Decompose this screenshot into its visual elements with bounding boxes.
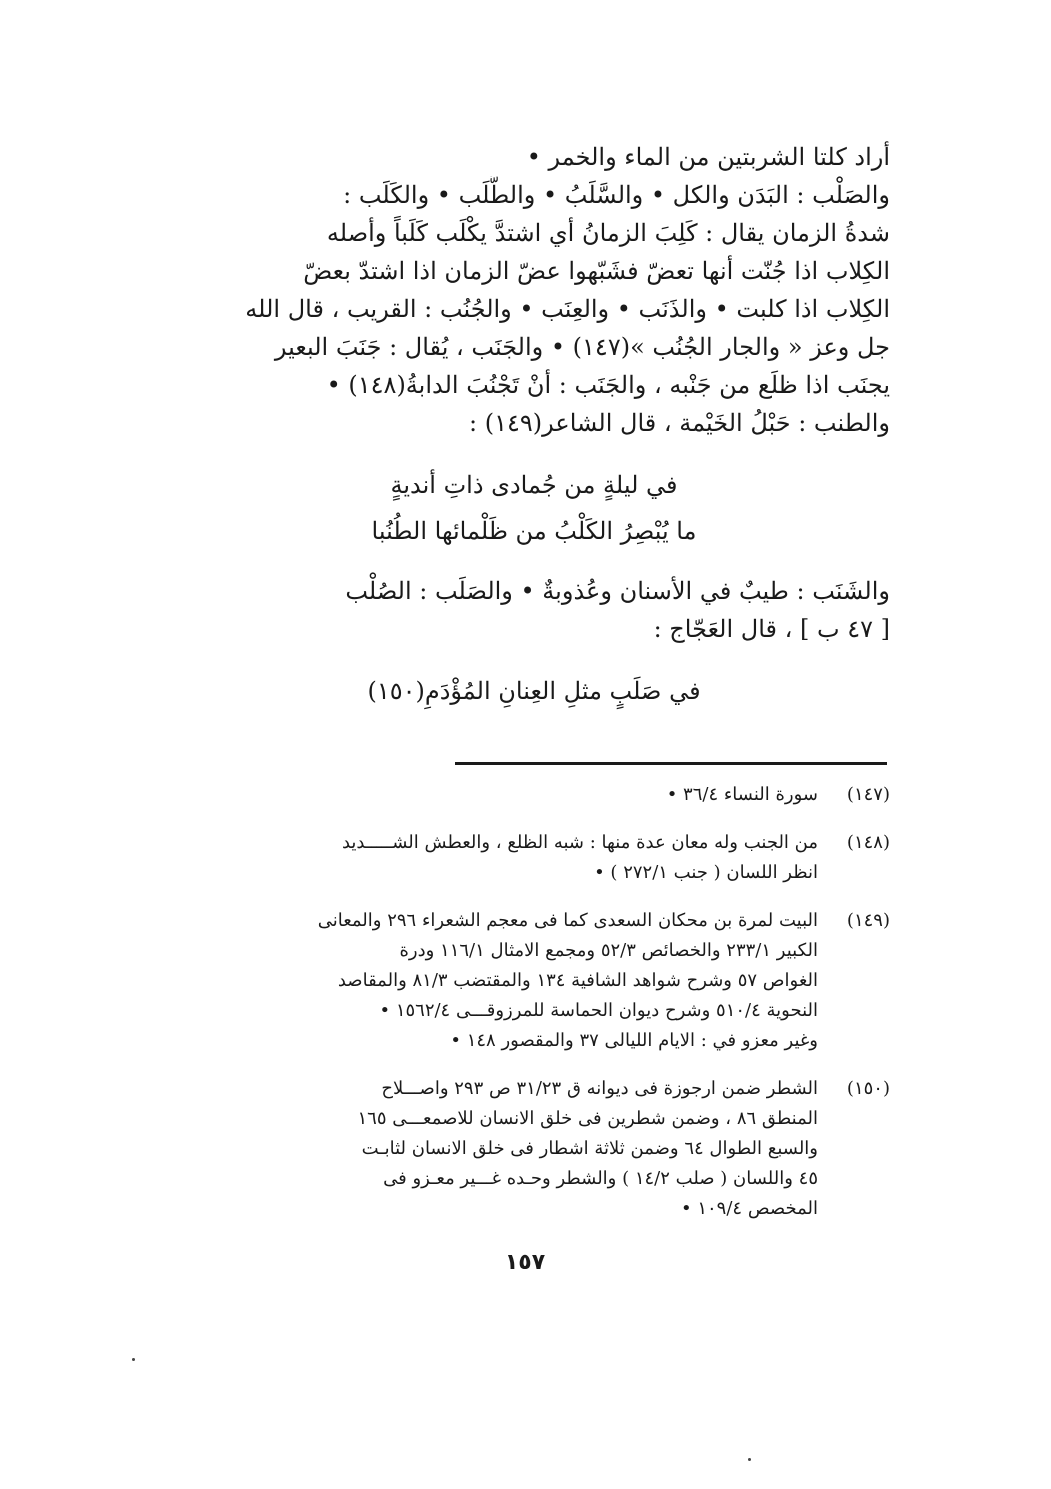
main-line: والصَلْب : البَدَن والكل • والسَّلَبُ • والطَّلَب • والكَلَب : (343, 181, 890, 209)
main-line: يجنَب اذا ظلَع من جَنْبه ، والجَنَب : أنْ تَجْنُبَ الدابةُ(١٤٨) • (326, 371, 890, 399)
main-line: والشَنَب : طيبٌ في الأسنان وعُذوبةٌ • والصَلَب : الصُلْب (345, 577, 890, 605)
footnote-149 (178, 906, 890, 1056)
footnote-number: (١٤٨) (846, 832, 890, 853)
footnote-number: (١٥٠) (846, 1078, 890, 1099)
footnote-line: المخصص ١٠٩/٤ • (681, 1198, 818, 1219)
page-number: ١٥٧ (504, 1250, 546, 1275)
verse-line: في ليلةٍ من جُمادى ذاتِ أنديةٍ (390, 471, 678, 499)
footnote-body (178, 828, 818, 888)
footnote-line: البيت لمرة بن محكان السعدى كما فى معجم الشعراء ٢٩٦ والمعانى (317, 910, 818, 931)
footnote-line: من الجنب وله معان عدة منها : شبه الظلع ، والعطش الشـــــديد (341, 832, 818, 853)
footnote-line: الغواص ٥٧ وشرح شواهد الشافية ١٣٤ والمقتضب ٨١/٣ والمقاصد (337, 970, 818, 991)
footnote-148 (178, 828, 890, 888)
footnote-line: ٤٥ واللسان ( صلب ١٤/٢ ) والشطر وحـده غـــير معـزو فى (383, 1168, 818, 1189)
footnote-body (178, 1074, 818, 1224)
footnote-line: الشطر ضمن ارجوزة فى ديوانه ق ٣١/٢٣ ص ٢٩٣ واصـــلاح (381, 1078, 818, 1099)
footnote-line: النحوية ٥١٠/٤ وشرح ديوان الحماسة للمرزوقـــى ١٥٦٢/٤ • (379, 1000, 818, 1021)
footnote-separator (455, 762, 887, 765)
footnote-number: (١٤٩) (846, 910, 890, 931)
main-line: شدةُ الزمان يقال : كَلِبَ الزمانُ أي اشتدَّ يكْلَب كَلَباً وأصله (326, 219, 890, 247)
footnote-line: انظر اللسان ( جنب ٢٧٢/١ ) • (594, 862, 818, 883)
main-line: الكِلاب اذا كلبت • والذَنَب • والعِنَب • والجُنُب : القريب ، قال الله (245, 295, 890, 323)
rajaz-verse: في صَلَبٍ مثلِ العِنانِ المُؤْدَمِ(١٥٠) (367, 677, 701, 705)
main-line: والطنب : حَبْلُ الخَيْمة ، قال الشاعر(١٤٩) : (469, 409, 890, 437)
footnote-line: والسبع الطوال ٦٤ وضمن ثلاثة اشطار فى خلق الانسان لثابـت (361, 1138, 818, 1159)
footnote-line: وغير معزو في : الايام الليالى ٣٧ والمقصور ١٤٨ • (450, 1030, 818, 1051)
main-line: أراد كلتا الشربتين من الماء والخمر • (526, 143, 890, 171)
footnotes (178, 780, 890, 1242)
main-text-block (178, 138, 890, 714)
main-line: جل وعز « والجار الجُنُب »(١٤٧) • والجَنَب ، يُقال : جَنَبَ البعير (274, 333, 890, 361)
main-line: الكِلاب اذا جُنّت أنها تعضّ فشَبّهوا عضّ الزمان اذا اشتدّ بعضّ (303, 257, 890, 285)
footnote-line: سورة النساء ٣٦/٤ • (666, 784, 818, 805)
footnote-body (178, 906, 818, 1056)
footnote-line: الكبير ٢٣٣/١ والخصائص ٥٢/٣ ومجمع الامثال ١١٦/١ ودرة (399, 940, 818, 961)
footnote-150 (178, 1074, 890, 1224)
footnote-number: (١٤٧) (846, 784, 890, 805)
footnote-line: المنطق ٨٦ ، وضمن شطرين فى خلق الانسان للاصمعـــى ١٦٥ (357, 1108, 818, 1129)
scan-speck (748, 1458, 751, 1461)
main-line: [ ٤٧ ب ] ، قال العَجّاج : (653, 615, 890, 643)
scan-speck (132, 1358, 135, 1361)
footnote-body (178, 780, 818, 810)
footnote-147 (178, 780, 890, 810)
verse-line: ما يُبْصِرُ الكَلْبُ من ظَلْمائها الطُنُبا (371, 517, 697, 545)
